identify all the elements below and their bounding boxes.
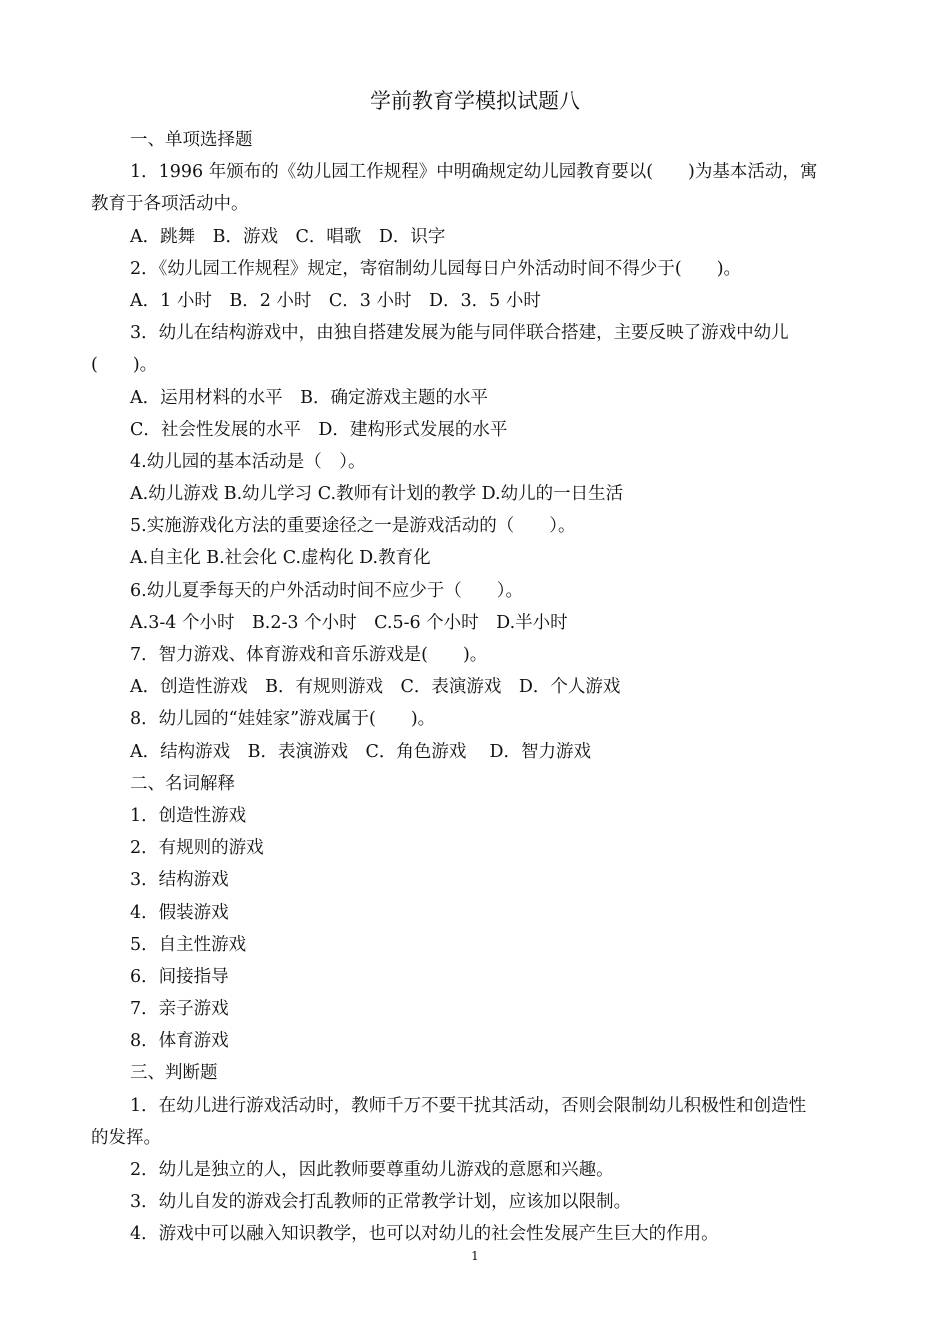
question-4: 4.幼儿园的基本活动是（ ）。 xyxy=(130,451,366,472)
question-3-options-cd: C．社会性发展的水平 D．建构形式发展的水平 xyxy=(130,419,508,440)
judgment-1-continuation: 的发挥。 xyxy=(91,1127,161,1148)
term-item: 2．有规则的游戏 xyxy=(130,838,264,859)
question-2-options: A．1 小时 B．2 小时 C．3 小时 D．3．5 小时 xyxy=(130,290,541,311)
page-number: 1 xyxy=(471,1249,479,1263)
question-3-continuation: ( )。 xyxy=(91,355,158,376)
term-item: 7．亲子游戏 xyxy=(130,999,229,1020)
document-body xyxy=(91,124,860,1251)
term-item: 6．间接指导 xyxy=(130,966,229,987)
question-3-options-ab: A．运用材料的水平 B．确定游戏主题的水平 xyxy=(130,387,488,408)
question-8: 8．幼儿园的“娃娃家”游戏属于( )。 xyxy=(130,709,436,730)
question-6-options: A.3-4 个小时 B.2-3 个小时 C.5-6 个小时 D.半小时 xyxy=(130,612,568,633)
term-item: 4．假装游戏 xyxy=(130,902,229,923)
section-heading-single-choice: 一、单项选择题 xyxy=(130,130,253,150)
section-heading-true-false: 三、判断题 xyxy=(130,1063,218,1084)
question-5: 5.实施游戏化方法的重要途径之一是游戏活动的（ ）。 xyxy=(130,516,576,537)
term-item: 8．体育游戏 xyxy=(130,1031,229,1052)
question-1-options: A．跳舞 B．游戏 C．唱歌 D．识字 xyxy=(130,226,446,247)
question-6: 6.幼儿夏季每天的户外活动时间不应少于（ ）。 xyxy=(130,580,523,601)
section-heading-term-definitions: 二、名词解释 xyxy=(130,773,235,794)
question-1: 1．1996 年颁布的《幼儿园工作规程》中明确规定幼儿园教育要以( )为基本活动，寓 xyxy=(130,162,818,183)
question-1-continuation: 教育于各项活动中。 xyxy=(91,194,249,215)
question-7-options: A．创造性游戏 B．有规则游戏 C．表演游戏 D．个人游戏 xyxy=(130,677,621,698)
question-2: 2．《幼儿园工作规程》规定，寄宿制幼儿园每日户外活动时间不得少于( )。 xyxy=(130,258,742,279)
judgment-4: 4．游戏中可以融入知识教学，也可以对幼儿的社会性发展产生巨大的作用。 xyxy=(130,1224,719,1245)
term-item: 1．创造性游戏 xyxy=(130,805,247,826)
question-8-options: A．结构游戏 B．表演游戏 C．角色游戏 D．智力游戏 xyxy=(130,741,591,762)
document-title: 学前教育学模拟试题八 xyxy=(370,89,580,113)
question-3: 3．幼儿在结构游戏中，由独自搭建发展为能与同伴联合搭建，主要反映了游戏中幼儿 xyxy=(130,323,789,344)
term-item: 5．自主性游戏 xyxy=(130,934,247,955)
question-4-options: A.幼儿游戏 B.幼儿学习 C.教师有计划的教学 D.幼儿的一日生活 xyxy=(130,484,624,505)
judgment-2: 2．幼儿是独立的人，因此教师要尊重幼儿游戏的意愿和兴趣。 xyxy=(130,1160,614,1180)
judgment-1: 1．在幼儿进行游戏活动时，教师千万不要干扰其活动，否则会限制幼儿积极性和创造性 xyxy=(130,1095,807,1116)
question-7: 7．智力游戏、体育游戏和音乐游戏是( )。 xyxy=(130,645,488,665)
judgment-3: 3．幼儿自发的游戏会打乱教师的正常教学计划，应该加以限制。 xyxy=(130,1192,632,1213)
term-item: 3．结构游戏 xyxy=(130,870,229,891)
question-5-options: A.自主化 B.社会化 C.虚构化 D.教育化 xyxy=(130,548,431,569)
